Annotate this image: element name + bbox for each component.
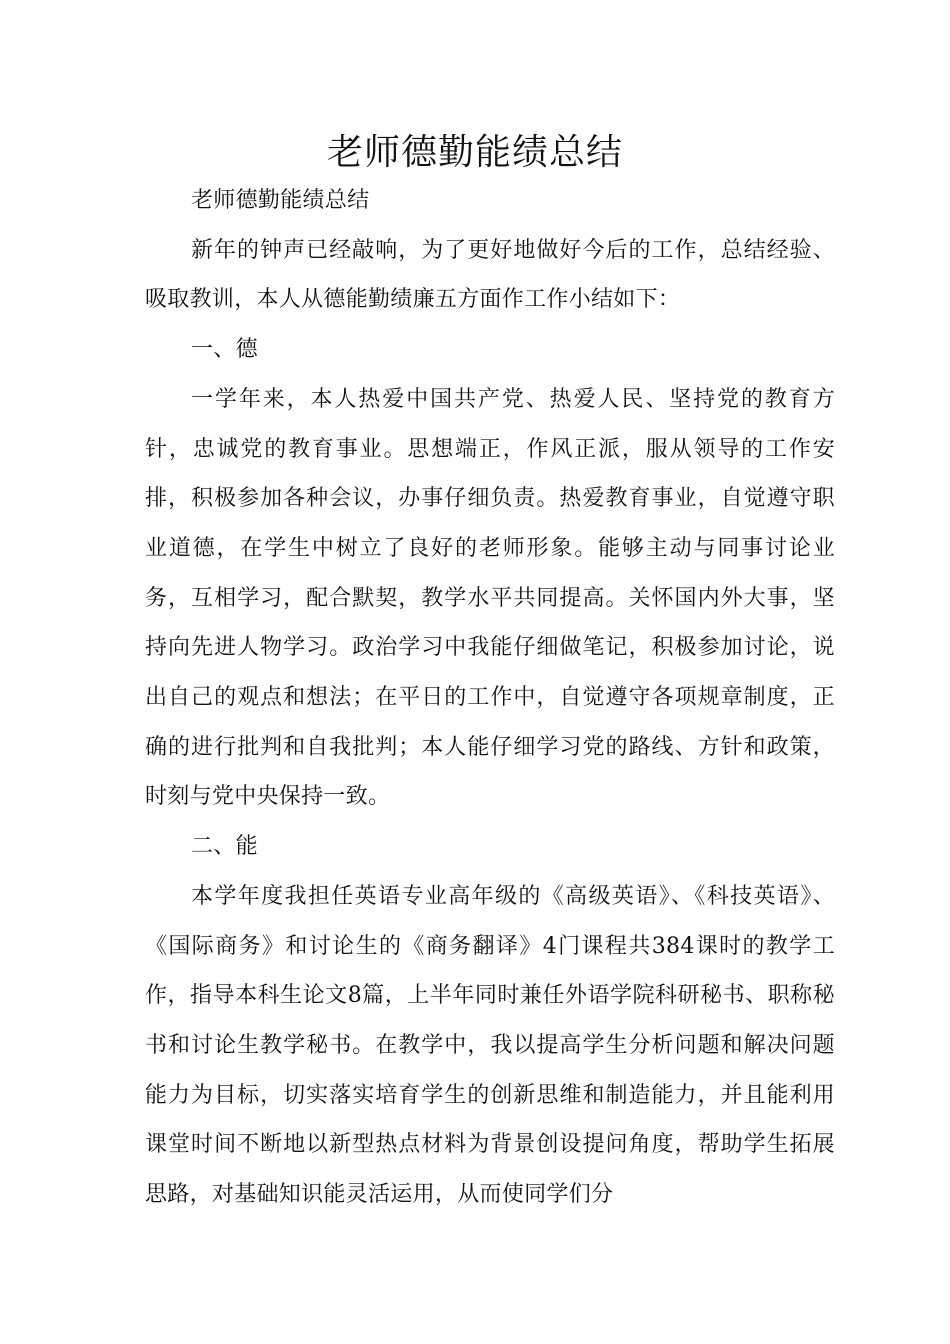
paragraph-subtitle: 老师德勤能绩总结 [191,188,370,213]
section-heading-de: 一、德 [191,337,258,363]
document-title: 老师德勤能绩总结 [326,132,623,173]
paragraph-neng: 本学年度我担任英语专业高年级的《高级英语》、《科技英语》、《国际商务》和讨论生的《商务翻译》4门课程共384课时的教学工作，指导本科生论文8篇，上半年同时兼任外语学院科研秘书、职称秘书和讨论生教学秘书。在教学中，我以提高学生分析问题和解决问题能力为目标，切实落实培育学生的创新思维和制造能力，并且能利用课堂时间不断地以新型热点材料为背景创设提问角度，帮助学生拓展思路，对基础知识能灵活运用，从而使同学们分 [145,883,835,1208]
paragraph-de: 一学年来，本人热爱中国共产党、热爱人民、坚持党的教育方针，忠诚党的教育事业。思想端正，作风正派，服从领导的工作安排，积极参加各种会议，办事仔细负责。热爱教育事业，自觉遵守职业道德，在学生中树立了良好的老师形象。能够主动与同事讨论业务，互相学习，配合默契，教学水平共同提高。关怀国内外大事，坚持向先进人物学习。政治学习中我能仔细做笔记，积极参加讨论，说出自己的观点和想法；在平日的工作中，自觉遵守各项规章制度，正确的进行批判和自我批判；本人能仔细学习党的路线、方针和政策，时刻与党中央保持一致。 [145,386,835,810]
document-body [145,176,835,1220]
paragraph-intro: 新年的钟声已经敲响，为了更好地做好今后的工作，总结经验、吸取教训，本人从德能勤绩廉五方面作工作小结如下： [145,237,835,313]
section-heading-neng: 二、能 [191,834,258,860]
